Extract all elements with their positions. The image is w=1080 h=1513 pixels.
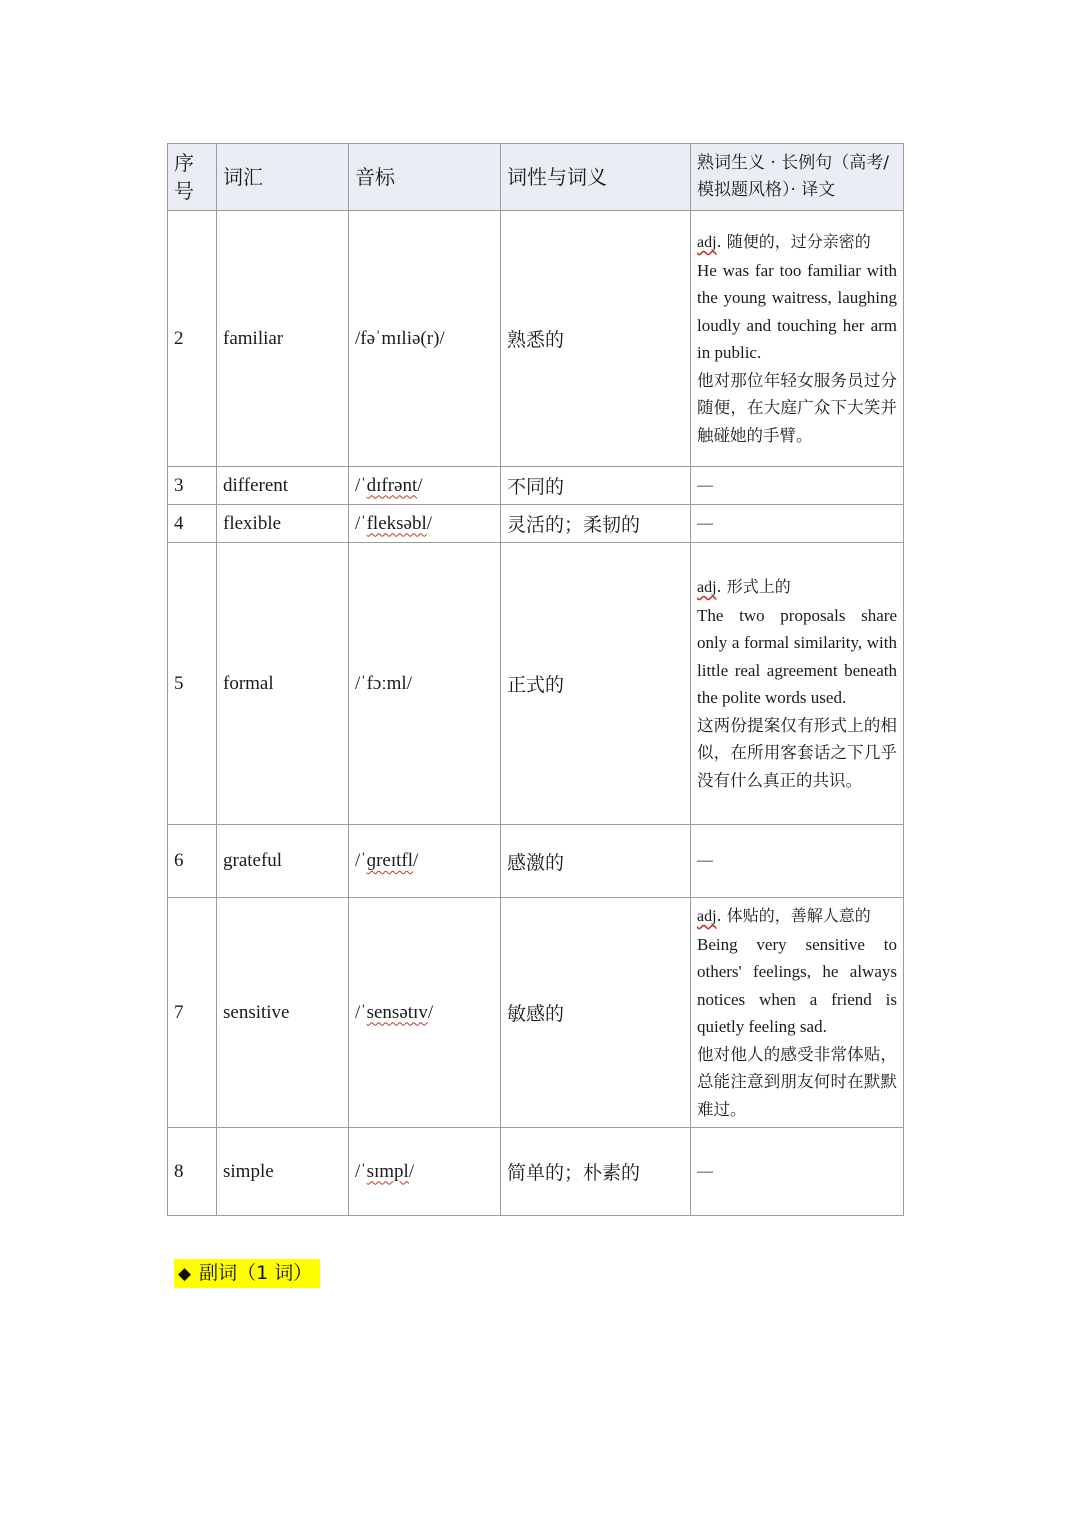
row-index: 6 <box>168 825 217 898</box>
row-phonetic <box>349 898 501 1128</box>
header-example: 熟词生义 · 长例句（高考/模拟题风格）· 译文 <box>691 144 904 211</box>
phonetic-body: ɡreɪtfl <box>366 850 414 871</box>
row-word: formal <box>217 543 349 825</box>
row-phonetic <box>349 467 501 505</box>
example-sentence-zh: 他对他人的感受非常体贴，总能注意到朋友何时在默默难过。 <box>697 1044 897 1119</box>
row-example: — <box>691 467 904 505</box>
row-word: sensitive <box>217 898 349 1128</box>
row-index: 5 <box>168 543 217 825</box>
phonetic-open: /ˈ <box>355 1001 367 1023</box>
section-title: 副词（1 词） <box>199 1262 313 1284</box>
phonetic-body: dɪfrənt <box>366 474 418 496</box>
vocabulary-table <box>167 143 904 1216</box>
row-word: flexible <box>217 505 349 543</box>
row-meaning: 正式的 <box>501 543 691 825</box>
table-header-row <box>168 144 904 211</box>
example-pos <box>697 573 897 602</box>
phonetic-close: / <box>427 1001 434 1023</box>
diamond-bullet-icon: ◆ <box>178 1264 192 1284</box>
row-word: familiar <box>217 211 349 467</box>
example-pos-abbr: adj <box>697 579 717 596</box>
row-meaning: 灵活的；柔韧的 <box>501 505 691 543</box>
example-pos-meaning: . 随便的，过分亲密的 <box>716 232 871 251</box>
row-meaning: 不同的 <box>501 467 691 505</box>
phonetic-body: sɪmpl <box>366 1160 409 1182</box>
phonetic-body: sensətɪv <box>366 1001 428 1023</box>
table-row <box>168 898 904 1128</box>
table-row <box>168 505 904 543</box>
row-example <box>691 543 904 825</box>
row-index: 2 <box>168 211 217 467</box>
table-row <box>168 543 904 825</box>
phonetic-close: / <box>417 474 423 496</box>
example-sentence-zh: 他对那位年轻女服务员过分随便，在大庭广众下大笑并触碰她的手臂。 <box>697 370 897 445</box>
row-example <box>691 898 904 1128</box>
row-example: — <box>691 825 904 898</box>
example-sentence-zh: 这两份提案仅有形式上的相似，在所用客套话之下几乎没有什么真正的共识。 <box>697 715 897 790</box>
row-word: different <box>217 467 349 505</box>
example-pos <box>697 902 897 931</box>
phonetic-open: /ˈ <box>355 1160 367 1182</box>
phonetic-open: /ˈ <box>355 850 367 871</box>
row-meaning: 敏感的 <box>501 898 691 1128</box>
table-row <box>168 825 904 898</box>
row-index: 4 <box>168 505 217 543</box>
header-word: 词汇 <box>217 144 349 211</box>
header-index: 序号 <box>168 144 217 211</box>
table-row <box>168 1128 904 1216</box>
phonetic-open: /ˈ <box>355 512 367 534</box>
example-pos-meaning: . 形式上的 <box>716 577 791 596</box>
row-index: 8 <box>168 1128 217 1216</box>
phonetic-body: fleksəbl <box>366 512 427 534</box>
header-meaning: 词性与词义 <box>501 144 691 211</box>
section-heading-adverbs <box>174 1259 320 1288</box>
phonetic-close: / <box>408 1160 415 1182</box>
row-example: — <box>691 1128 904 1216</box>
row-example: — <box>691 505 904 543</box>
row-phonetic <box>349 825 501 898</box>
table-row <box>168 211 904 467</box>
phonetic-open: /ˈ <box>355 474 367 496</box>
row-word: simple <box>217 1128 349 1216</box>
example-pos <box>697 228 897 257</box>
row-phonetic: /fəˈmɪliə(r)/ <box>349 211 501 467</box>
row-meaning: 感激的 <box>501 825 691 898</box>
row-meaning: 熟悉的 <box>501 211 691 467</box>
row-index: 3 <box>168 467 217 505</box>
phonetic-close: / <box>426 512 433 534</box>
example-sentence-en: He was far too familiar with the young waitress, laughing loudly and touching her arm in public. <box>697 260 897 362</box>
row-phonetic <box>349 1128 501 1216</box>
row-example <box>691 211 904 467</box>
row-phonetic <box>349 505 501 543</box>
table-row <box>168 467 904 505</box>
example-sentence-en: The two proposals share only a formal similarity, with little real agreement beneath the polite words used. <box>697 605 897 707</box>
row-phonetic: /ˈfɔːml/ <box>349 543 501 825</box>
phonetic-close: / <box>413 850 419 871</box>
example-pos-abbr: adj <box>697 234 717 251</box>
row-index: 7 <box>168 898 217 1128</box>
example-sentence-en: Being very sensitive to others' feelings, he always notices when a friend is quietly feeling sad. <box>697 934 897 1036</box>
row-word: grateful <box>217 825 349 898</box>
example-pos-abbr: adj <box>697 908 717 925</box>
example-pos-meaning: . 体贴的，善解人意的 <box>716 906 871 925</box>
header-phonetic: 音标 <box>349 144 501 211</box>
row-meaning: 简单的；朴素的 <box>501 1128 691 1216</box>
